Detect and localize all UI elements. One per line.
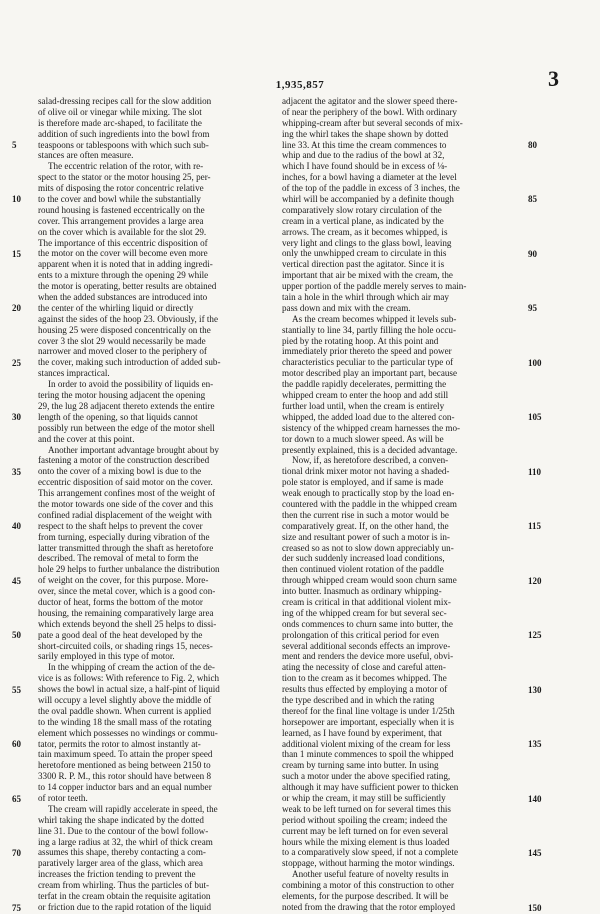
text-line: cream from whirling. Thus the particles of but- <box>38 880 210 891</box>
text-line: inches, for a bowl having a diameter at the level <box>282 172 457 183</box>
line-number: 5 <box>12 139 17 150</box>
text-line: Another important advantage brought about by <box>48 444 219 455</box>
text-line: respect to the shaft helps to prevent the cover <box>38 520 203 531</box>
text-line: comparatively slow rotary circulation of the <box>282 204 442 215</box>
text-line: housing 25 were disposed concentrically on the <box>38 324 211 335</box>
text-line: learned, as I have found by experiment, that <box>282 727 442 738</box>
text-line: then the current rise in such a motor would be <box>282 509 449 520</box>
line-number: 45 <box>12 575 21 586</box>
text-line: whirl will be accompanied by a definite though <box>282 194 454 205</box>
text-line: eccentric disposition of said motor on the cover. <box>38 477 213 488</box>
text-line: elements, for the purpose described. It will be <box>282 891 449 902</box>
text-line: presently explained, this is a decided advantage. <box>282 444 458 455</box>
text-line: very light and clings to the glass bowl, leaving <box>282 237 452 248</box>
text-line: heretofore mentioned as being between 2150 to <box>38 760 211 771</box>
text-line: stantially to line 34, partly filling the hole occu- <box>282 324 457 335</box>
text-line: the motor is operating, better results are obtained <box>38 281 217 292</box>
line-number: 50 <box>12 630 21 641</box>
text-line: latter transmitted through the shaft as heretofore <box>38 542 214 553</box>
text-line: adjacent the agitator and the slower speed there- <box>282 96 458 106</box>
text-line: the cover, making such introduction of added sub- <box>38 357 221 368</box>
text-line: than 1 minute commences to spoil the whipped <box>282 749 454 760</box>
text-line: stoppage, without harming the motor windings. <box>282 858 455 869</box>
text-line: line 33. At this time the cream commences to <box>282 139 447 150</box>
line-number: 15 <box>12 248 21 259</box>
text-line: and the cover at this point. <box>38 433 135 444</box>
line-number: 90 <box>528 248 537 259</box>
text-line: whipped cream to enter the hoop and add still <box>282 390 449 401</box>
text-line: comparatively great. If, on the other hand, the <box>282 520 449 531</box>
text-line: whipped, the added load due to the altered con- <box>282 411 455 422</box>
text-line: sarily employed in this type of motor. <box>38 651 175 662</box>
text-line: noted from the drawing that the rotor employed <box>282 901 455 912</box>
text-line: hole 29 helps to further unbalance the distribution <box>38 564 220 575</box>
line-number: 10 <box>12 194 21 205</box>
text-line: immediately prior thereto the speed and power <box>282 346 452 357</box>
text-line: weak enough to practically stop by the load en- <box>282 488 455 499</box>
text-line: or whip the cream, it may still be sufficiently <box>282 793 446 803</box>
text-line: Now, if, as heretofore described, a conven- <box>292 455 449 466</box>
text-line: over, since the metal cover, which is a good con- <box>38 586 216 597</box>
text-line: weak to be left turned on for several times this <box>282 803 451 814</box>
line-number: 115 <box>528 521 542 532</box>
text-line: results thus effected by employing a motor of <box>282 684 448 695</box>
text-line: sistency of the whipped cream harnesses the mo- <box>282 422 461 433</box>
text-line: element which possesses no windings or commu- <box>38 727 218 738</box>
text-line: As the cream becomes whipped it levels sub- <box>292 313 457 324</box>
text-line: although it may have sufficient power to thicken <box>282 782 459 793</box>
text-line: pate a good deal of the heat developed by the <box>38 629 203 640</box>
line-number: 120 <box>528 575 542 586</box>
text-line: of near the periphery of the bowl. With ordinary <box>282 106 457 117</box>
text-line: ing of the whipped cream for but several sec- <box>282 607 447 618</box>
text-line: the paddle rapidly decelerates, permitting the <box>282 379 447 390</box>
text-line: the motor on the cover will become even more <box>38 248 208 259</box>
text-line: then continued violent rotation of the paddle <box>282 564 444 575</box>
text-line: short-circuited coils, or shading rings 15, neces- <box>38 640 213 651</box>
text-line: tional drink mixer motor not having a shaded- <box>282 466 450 477</box>
text-line: tain a hole in the whirl through which air may <box>282 292 449 303</box>
text-line: onto the cover of a mixing bowl is due to the <box>38 466 202 477</box>
text-line: through whipped cream would soon churn same <box>282 575 457 586</box>
text-line: or friction due to the rapid rotation of the liquid <box>38 901 211 912</box>
text-line: fastening a motor of the construction described <box>38 455 210 466</box>
text-line: paratively larger area of the glass, which area <box>38 858 203 869</box>
text-line: cover. This arrangement provides a large area <box>38 215 204 226</box>
text-line: characteristics peculiar to the particular type of <box>282 357 454 368</box>
text-line: onds commences to churn same into butter, the <box>282 618 453 629</box>
page-number: 3 <box>548 66 559 91</box>
text-line: terfat in the cream obtain the requisite agitation <box>38 891 211 902</box>
text-line: cream in a vertical plane, as indicated by the <box>282 215 444 226</box>
text-line: possibly run between the edge of the motor shell <box>38 422 215 433</box>
text-line: apparent when it is noted that in adding ingredi- <box>38 259 213 270</box>
text-line: ing the whirl takes the shape shown by dotted <box>282 128 449 139</box>
line-number: 70 <box>12 848 21 859</box>
text-line: is therefore made arc-shaped, to facilitate the <box>38 117 202 128</box>
text-line: spect to the stator or the motor housing 25, per- <box>38 172 211 183</box>
line-number: 135 <box>528 739 542 750</box>
text-line: increases the friction tending to prevent the <box>38 869 196 880</box>
text-line: tion to the cream as it becomes whipped. The <box>282 673 447 684</box>
text-line: ment and renders the device more useful, obvi- <box>282 651 454 662</box>
text-line: mits of disposing the rotor concentric relative <box>38 183 204 194</box>
line-number: 55 <box>12 684 21 695</box>
text-line: tering the motor housing adjacent the opening <box>38 390 206 401</box>
line-number: 145 <box>528 848 542 859</box>
text-line: addition of such ingredients into the bowl from <box>38 128 210 139</box>
line-number: 65 <box>12 793 21 804</box>
text-line: narrower and moved closer to the periphery of <box>38 346 207 357</box>
text-line: of the top of the paddle in excess of 3 inches, the <box>282 183 460 194</box>
line-number: 125 <box>528 630 542 641</box>
text-line: stances impractical. <box>38 368 110 379</box>
text-line: 29, the lug 28 adjacent thereto extends the entire <box>38 400 215 411</box>
text-line: when the added substances are introduced into <box>38 292 208 303</box>
text-line: round housing is fastened eccentrically on the <box>38 204 205 215</box>
text-line: to the winding 18 the small mass of the rotating <box>38 716 212 727</box>
text-line: cream by turning same into butter. In using <box>282 760 439 771</box>
text-line: to a comparatively slow speed, if not a complete <box>282 847 459 858</box>
line-number: 80 <box>528 139 537 150</box>
text-line: whip and due to the radius of the bowl at 32, <box>282 150 445 161</box>
line-number: 60 <box>12 739 21 750</box>
text-line: line 31. Due to the contour of the bowl follow- <box>38 825 209 836</box>
text-line: The eccentric relation of the rotor, with re- <box>48 161 204 172</box>
text-line: will occupy a level slightly above the middle of <box>38 694 212 705</box>
line-number: 140 <box>528 793 542 804</box>
line-number: 20 <box>12 303 21 314</box>
text-line: confined radial displacement of the weight with <box>38 509 212 520</box>
line-number: 150 <box>528 902 542 913</box>
text-line: the oval paddle shown. When current is applied <box>38 705 212 716</box>
text-line: pole stator is employed, and if same is made <box>282 477 444 488</box>
text-line: ating the necessity of close and careful atten- <box>282 662 446 673</box>
text-line: salad-dressing recipes call for the slow addition <box>38 96 212 106</box>
line-number: 130 <box>528 684 542 695</box>
line-number: 25 <box>12 357 21 368</box>
line-number: 95 <box>528 303 537 314</box>
text-line: prolongation of this critical period for even <box>282 629 440 640</box>
text-line: 3300 R. P. M., this rotor should have between 8 <box>38 771 212 782</box>
text-line: Another useful feature of novelty results in <box>292 869 449 880</box>
text-line: on the cover which is available for the slot 29. <box>38 226 207 237</box>
line-number: 75 <box>12 902 21 913</box>
text-line: motor described play an important part, because <box>282 368 457 379</box>
left-column <box>38 96 260 913</box>
text-line: creased so as not to slow down appreciably un- <box>282 542 454 553</box>
line-number: 30 <box>12 412 21 423</box>
text-line: tain maximum speed. To attain the proper speed <box>38 749 213 760</box>
text-line: important that air be mixed with the cream, the <box>282 270 453 281</box>
text-line: tator, permits the rotor to almost instantly at- <box>38 738 201 749</box>
line-number: 40 <box>12 521 21 532</box>
text-line: cream is critical in that additional violent mix- <box>282 596 451 607</box>
text-line: whirl taking the shape indicated by the dotted <box>38 814 204 825</box>
text-line: several additional seconds effects an improve- <box>282 640 451 651</box>
text-line: of olive oil or vinegar while mixing. The slot <box>38 106 202 117</box>
text-line: shows the bowl in actual size, a half-pint of liquid <box>38 684 220 695</box>
text-line: which I have found should be in excess of ⅛- <box>282 161 448 172</box>
text-line: countered with the paddle in the whipped cream <box>282 498 457 509</box>
text-line: current may be left turned on for even several <box>282 825 449 836</box>
text-line: In the whipping of cream the action of the de- <box>48 662 215 673</box>
line-number: 110 <box>528 466 542 477</box>
text-line: the center of the whirling liquid or directly <box>38 302 194 313</box>
text-line: In order to avoid the possibility of liquids en- <box>48 379 214 390</box>
text-line: whipping-cream after but several seconds of mix- <box>282 117 463 128</box>
text-line: upper portion of the paddle merely serves to main- <box>282 281 467 292</box>
text-line: assumes this shape, thereby contacting a com- <box>38 847 206 858</box>
text-line: against the sides of the hoop 23. Obviously, if the <box>38 313 218 324</box>
text-line: hours while the mixing element is thus loaded <box>282 836 450 847</box>
text-line: housing, the remaining comparatively large area <box>38 607 214 618</box>
text-line: further load until, when the cream is entirely <box>282 400 445 411</box>
text-line: of weight on the cover, for this purpose. More- <box>38 575 209 586</box>
text-line: pied by the rotating hoop. At this point and <box>282 335 439 346</box>
text-line: which extends beyond the shell 25 helps to dissi- <box>38 618 217 629</box>
text-line: described. The removal of metal to form the <box>38 553 199 564</box>
text-line: stances are often measure. <box>38 150 134 161</box>
text-line: size and resultant power of such a motor is in- <box>282 531 450 542</box>
text-line: additional violent mixing of the cream for less <box>282 738 451 749</box>
text-line: horsepower are important, especially when it is <box>282 716 454 727</box>
text-line: the motor towards one side of the cover and this <box>38 498 214 509</box>
text-line: to the cover and bowl while the substantially <box>38 194 201 205</box>
text-line: ductor of heat, forms the bottom of the motor <box>38 596 203 607</box>
text-line: pass down and mix with the cream. <box>282 302 411 313</box>
text-line: ing a large radius at 32, the whirl of thick cream <box>38 836 213 847</box>
text-line: teaspoons or tablespoons with which such sub- <box>38 139 209 150</box>
line-number: 100 <box>528 357 542 368</box>
text-line: combining a motor of this construction to other <box>282 880 454 891</box>
text-line: into butter. Inasmuch as ordinary whipping- <box>282 586 442 597</box>
text-line: length of the opening, so that liquids cannot <box>38 411 198 422</box>
text-line: such a motor under the above specified rating, <box>282 771 451 782</box>
text-line: only the unwhipped cream to circulate in this <box>282 248 447 259</box>
text-line: The cream will rapidly accelerate in speed, the <box>48 803 218 814</box>
text-line: This arrangement confines most of the weight of <box>38 488 216 499</box>
text-line: cover 3 the slot 29 would necessarily be made <box>38 335 206 346</box>
text-line: vice is as follows: With reference to Fig. 2, which <box>38 673 220 684</box>
text-line: from turning, especially during vibration of the <box>38 531 210 542</box>
line-number: 35 <box>12 466 21 477</box>
text-line: thereof for the final line voltage is under 1/25th <box>282 705 455 716</box>
text-line: the type described and in which the rating <box>282 694 435 705</box>
text-line: The importance of this eccentric disposition of <box>38 237 208 248</box>
line-number: 105 <box>528 412 542 423</box>
text-line: of rotor teeth. <box>38 793 88 803</box>
text-line: arrows. The cream, as it becomes whipped, is <box>282 226 448 237</box>
right-column <box>282 96 504 913</box>
patent-number: 1,935,857 <box>275 79 325 91</box>
text-line: ents to a mixture through the opening 29 while <box>38 270 209 281</box>
text-line: der such suddenly increased load conditions, <box>282 553 445 564</box>
text-line: to 14 copper inductor bars and an equal number <box>38 782 212 793</box>
text-line: period without spoiling the cream; indeed the <box>282 814 448 825</box>
line-number: 85 <box>528 194 537 205</box>
text-line: vertical direction past the agitator. Since it is <box>282 259 445 270</box>
text-line: tor down to a much slower speed. As will be <box>282 433 444 444</box>
